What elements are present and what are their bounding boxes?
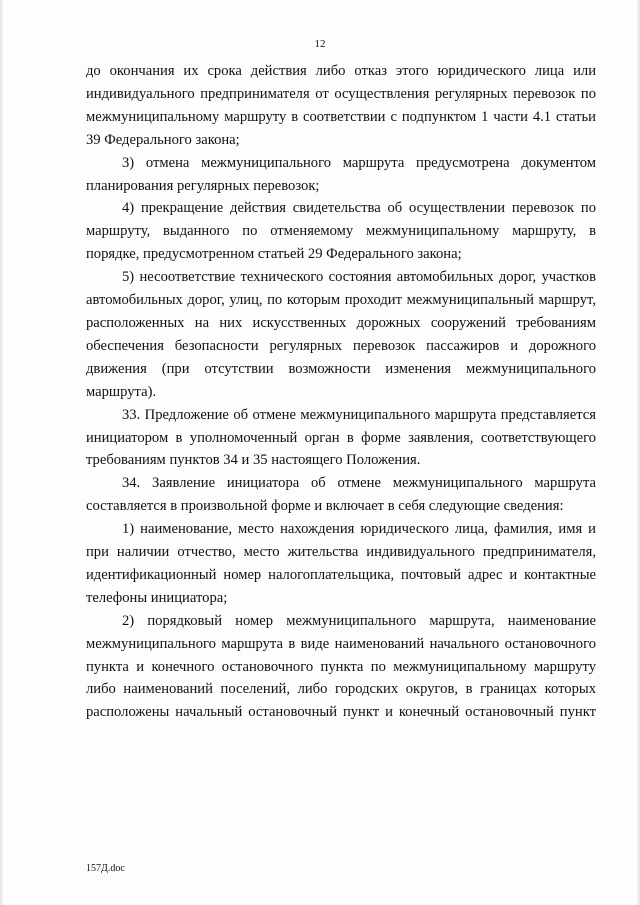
paragraph-item-1: 1) наименование, место нахождения юридического лица, фамилия, имя и при наличии отчество, место жительства индивидуального предпринимателя, идентификационный номер налогоплательщика, почтовый адрес и контактные телефоны инициатора;	[86, 521, 596, 606]
paragraph-item-4: 4) прекращение действия свидетельства об осуществлении перевозок по маршруту, выданного по отменяемому межмуниципальному маршруту, в порядке, предусмотренном статьей 29 Федерального закона;	[86, 200, 596, 263]
paragraph-item-3: 3) отмена межмуниципального маршрута предусмотрена документом планирования регулярных перевозок;	[86, 154, 596, 194]
paragraph-item-2: 2) порядковый номер межмуниципального маршрута, наименование межмуниципального маршрута в виде наименований начального остановочного пункта и конечного остановочного пункта по межмуниципальному маршруту либо наименований поселений, либо городских округов, в границах которых расположены начальный остановочный пункт и конечный остановочный пункт	[86, 612, 596, 721]
paragraph-continuation: до окончания их срока действия либо отказ этого юридического лица или индивидуального предпринимателя от осуществления регулярных перевозок по межмуниципальному маршруту в соответствии с подпунктом 1 части 4.1 статьи 39 Федерального закона;	[86, 63, 596, 148]
document-body	[86, 60, 596, 724]
page-number: 12	[314, 38, 326, 50]
paragraph-clause-33: 33. Предложение об отмене межмуниципального маршрута представляется инициатором в уполномоченный орган в форме заявления, соответствующего требованиям пунктов 34 и 35 настоящего Положения.	[86, 406, 596, 469]
scan-edge-left	[0, 0, 4, 905]
scan-edge-right	[636, 0, 640, 905]
footer-filename: 157Д.doc	[86, 863, 125, 874]
paragraph-item-5: 5) несоответствие технического состояния автомобильных дорог, участков автомобильных дорог, улиц, по которым проходит межмуниципальный маршрут, расположенных на них искусственных дорожных сооружений требованиям обеспечения безопасности регулярных перевозок пассажиров и дорожного движения (при отсутствии возможности изменения межмуниципального маршрута).	[86, 269, 596, 400]
paragraph-clause-34: 34. Заявление инициатора об отмене межмуниципального маршрута составляется в произвольной форме и включает в себя следующие сведения:	[86, 475, 596, 515]
